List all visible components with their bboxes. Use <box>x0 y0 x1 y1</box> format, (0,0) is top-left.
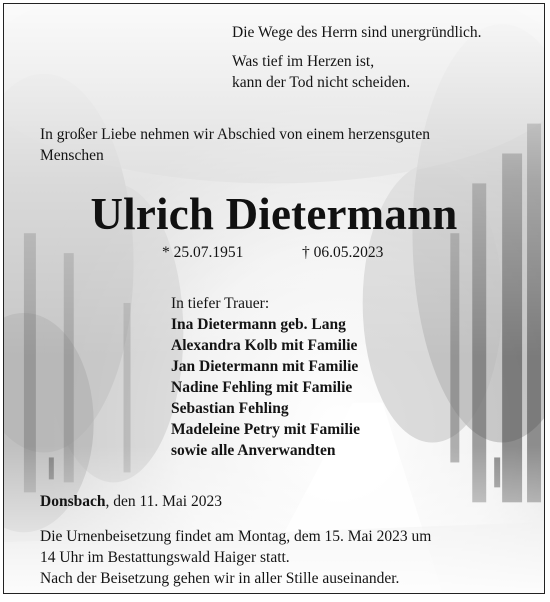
place-date <box>40 491 222 512</box>
obituary-notice <box>3 3 545 594</box>
mourner-name: sowie alle Anverwandten <box>171 442 336 459</box>
mourners-lead: In tiefer Trauer: <box>171 295 270 312</box>
intro-text <box>40 124 520 166</box>
mourner-name: Sebastian Fehling <box>171 400 289 417</box>
death-date: † 06.05.2023 <box>302 244 384 261</box>
deceased-name: Ulrich Dietermann <box>90 189 458 239</box>
mourner-name: Madeleine Petry mit Familie <box>171 421 360 438</box>
quote-line-1: Die Wege des Herrn sind unergründlich. <box>232 24 482 41</box>
intro-line-2: Menschen <box>40 147 104 164</box>
bible-quote <box>232 22 482 93</box>
notice-date: , den 11. Mai 2023 <box>105 493 222 510</box>
details-line-3: Nach der Beisetzung gehen wir in aller Stille auseinander. <box>40 570 400 587</box>
details-line-1: Die Urnenbeisetzung findet am Montag, dem 15. Mai 2023 um <box>40 528 432 545</box>
funeral-details <box>40 526 530 589</box>
quote-line-2b: kann der Tod nicht scheiden. <box>232 74 411 91</box>
mourner-name: Jan Dietermann mit Familie <box>171 358 359 375</box>
intro-line-1: In großer Liebe nehmen wir Abschied von einem herzensguten <box>40 126 430 143</box>
place-town: Donsbach <box>40 493 106 510</box>
mourners-list <box>171 293 360 461</box>
mourner-name: Nadine Fehling mit Familie <box>171 379 353 396</box>
birth-date: * 25.07.1951 <box>162 244 244 261</box>
mourner-name: Ina Dietermann geb. Lang <box>171 316 346 333</box>
quote-line-2a: Was tief im Herzen ist, <box>232 53 375 70</box>
mourner-name: Alexandra Kolb mit Familie <box>171 337 358 354</box>
details-line-2: 14 Uhr im Bestattungswald Haiger statt. <box>40 549 290 566</box>
